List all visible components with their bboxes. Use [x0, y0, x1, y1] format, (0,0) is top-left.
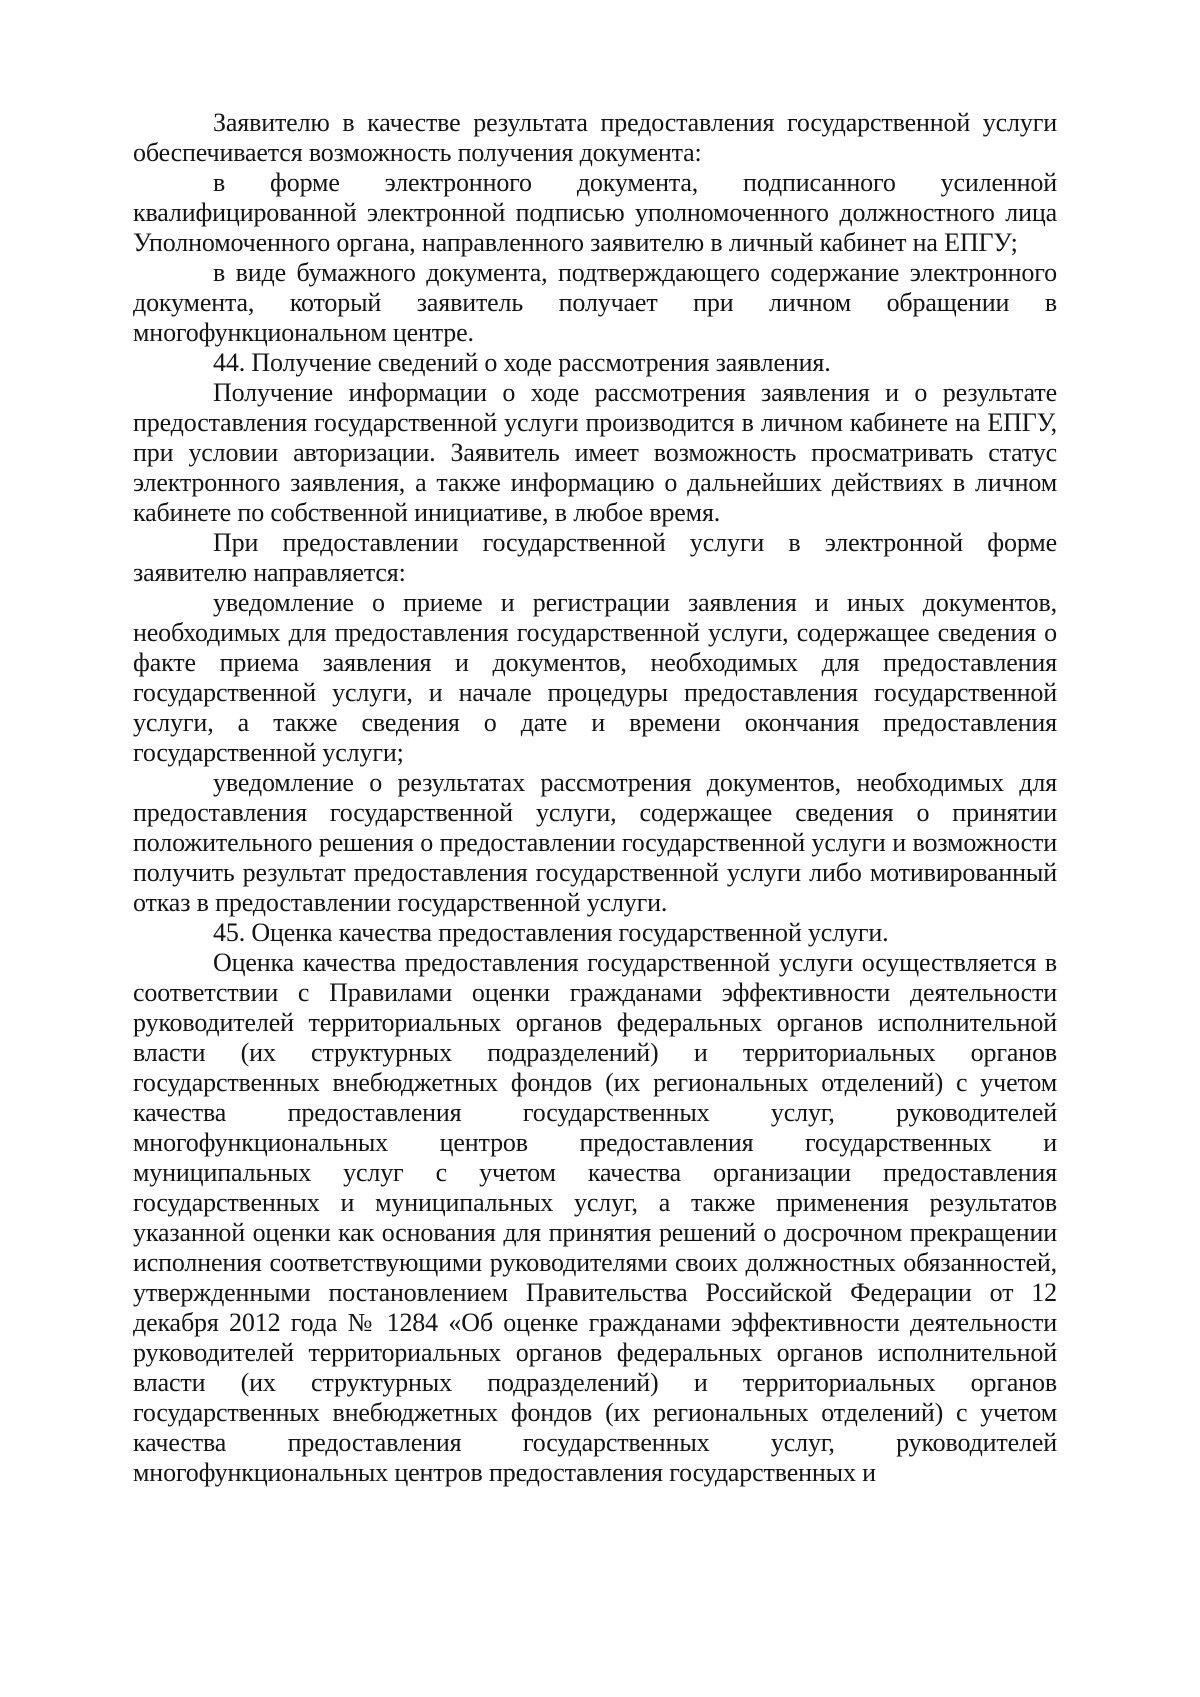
- paragraph-quality-assessment: Оценка качества предоставления государственной услуги осуществляется в соответствии с Правилами оценки гражданами эффективности деятельности руководителей территориальных органов федеральных органов исполнительной власти (их структурных подразделений) и территориальных органов государственных внебюджетных фондов (их региональных отделений) с учетом качества предоставления государственных услуг, руководителей многофункциональных центров предоставления государственных и муниципальных услуг с учетом качества организации предоставления государственных и муниципальных услуг, а также применения результатов указанной оценки как основания для принятия решений о досрочном прекращении исполнения соответствующими руководителями своих должностных обязанностей, утвержденными постановлением Правительства Российской Федерации от 12 декабря 2012 года № 1284 «Об оценке гражданами эффективности деятельности руководителей территориальных органов федеральных органов исполнительной власти (их структурных подразделений) и территориальных органов государственных внебюджетных фондов (их региональных отделений) с учетом качества предоставления государственных услуг, руководителей многофункциональных центров предоставления государственных и: [133, 948, 1057, 1487]
- paragraph-notifications-intro: При предоставлении государственной услуги в электронной форме заявителю направляется:: [133, 528, 1057, 587]
- paragraph-paper-document: в виде бумажного документа, подтверждающего содержание электронного документа, который заявитель получает при личном обращении в многофункциональном центре.: [133, 258, 1057, 347]
- section-heading-44: 44. Получение сведений о ходе рассмотрения заявления.: [213, 348, 831, 377]
- document-page: [133, 108, 1057, 1488]
- paragraph-status-info: Получение информации о ходе рассмотрения заявления и о результате предоставления государственной услуги производится в личном кабинете на ЕПГУ, при условии авторизации. Заявитель имеет возможность просматривать статус электронного заявления, а также информацию о дальнейших действиях в личном кабинете по собственной инициативе, в любое время.: [133, 378, 1057, 527]
- paragraph-electronic-document: в форме электронного документа, подписанного усиленной квалифицированной электронной подписью уполномоченного должностного лица Уполномоченного органа, направленного заявителю в личный кабинет на ЕПГУ;: [133, 168, 1057, 257]
- paragraph-notification-receipt: уведомление о приеме и регистрации заявления и иных документов, необходимых для предоставления государственной услуги, содержащее сведения о факте приема заявления и документов, необходимых для предоставления государственной услуги, и начале процедуры предоставления государственной услуги, а также сведения о дате и времени окончания предоставления государственной услуги;: [133, 588, 1057, 767]
- paragraph-result-intro: Заявителю в качестве результата предоставления государственной услуги обеспечивается возможность получения документа:: [133, 108, 1057, 167]
- paragraph-notification-result: уведомление о результатах рассмотрения документов, необходимых для предоставления государственной услуги, содержащее сведения о принятии положительного решения о предоставлении государственной услуги и возможности получить результат предоставления государственной услуги либо мотивированный отказ в предоставлении государственной услуги.: [133, 768, 1057, 917]
- section-heading-45: 45. Оценка качества предоставления государственной услуги.: [213, 918, 889, 947]
